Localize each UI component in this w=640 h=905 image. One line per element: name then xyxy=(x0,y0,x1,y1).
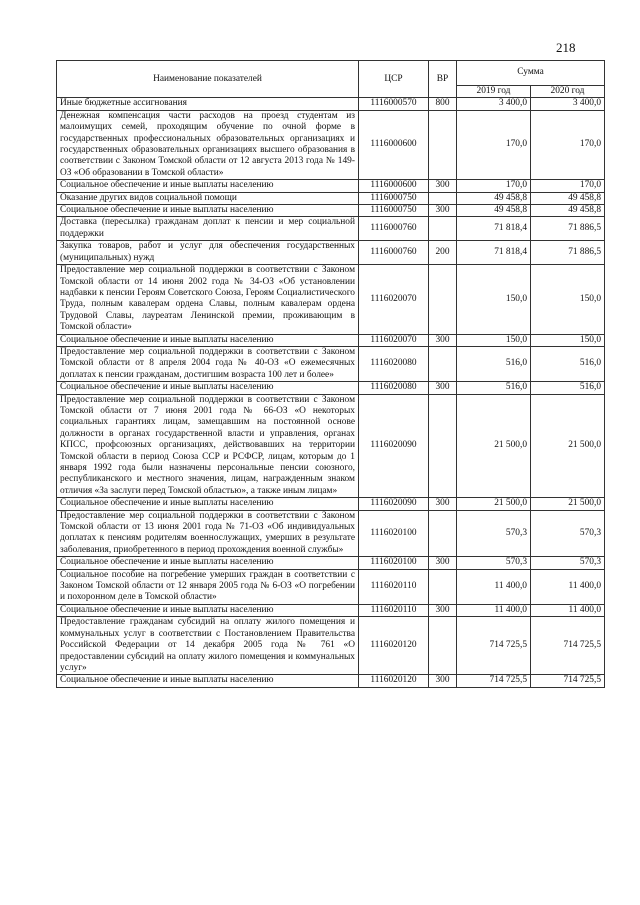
row-sum-2019: 11 400,0 xyxy=(457,604,531,616)
row-sum-2020: 71 886,5 xyxy=(531,217,605,241)
row-name: Предоставление мер социальной поддержки в соответствии с Законом Томской области от 14 июня 2002 года № 34-ОЗ «Об установлении надбавки к пенсии Героям Советского Союза, Героям Социалистического Труда, полным кавалерам ордена Славы, полным кавалерам ордена Трудовой Славы, лауреатам Ленинской премии, проживающим в Томской области» xyxy=(57,265,359,334)
row-csr: 1116000750 xyxy=(359,205,429,217)
row-sum-2020: 49 458,8 xyxy=(531,192,605,204)
row-csr: 1116020090 xyxy=(359,394,429,498)
row-sum-2020: 150,0 xyxy=(531,334,605,346)
row-vr: 300 xyxy=(429,557,457,569)
row-csr: 1116020080 xyxy=(359,346,429,381)
row-name: Социальное обеспечение и иные выплаты населению xyxy=(57,675,359,687)
row-vr xyxy=(429,510,457,557)
table-row xyxy=(57,334,605,346)
row-vr xyxy=(429,394,457,498)
row-name: Социальное обеспечение и иные выплаты населению xyxy=(57,334,359,346)
row-vr: 300 xyxy=(429,675,457,687)
table-row xyxy=(57,110,605,179)
row-name: Социальное обеспечение и иные выплаты населению xyxy=(57,382,359,394)
row-csr: 1116020070 xyxy=(359,265,429,334)
row-name: Закупка товаров, работ и услуг для обеспечения государственных (муниципальных) нужд xyxy=(57,241,359,265)
row-csr: 1116000760 xyxy=(359,217,429,241)
row-vr: 300 xyxy=(429,334,457,346)
row-sum-2019: 714 725,5 xyxy=(457,617,531,675)
row-sum-2019: 170,0 xyxy=(457,180,531,192)
row-csr: 1116020120 xyxy=(359,675,429,687)
row-sum-2020: 49 458,8 xyxy=(531,205,605,217)
table-row xyxy=(57,265,605,334)
row-sum-2019: 11 400,0 xyxy=(457,569,531,604)
page-number: 218 xyxy=(556,40,576,55)
row-sum-2019: 516,0 xyxy=(457,346,531,381)
row-name: Доставка (пересылка) гражданам доплат к пенсии и мер социальной поддержки xyxy=(57,217,359,241)
row-name: Предоставление гражданам субсидий на оплату жилого помещения и коммунальных услуг в соответствии с Постановлением Правительства Российской Федерации от 14 декабря 2005 года № 761 «О предоставлении субсидий на оплату жилого помещения и коммунальных услуг» xyxy=(57,617,359,675)
row-name: Денежная компенсация части расходов на проезд студентам из малоимущих семей, проходящим обучение по очной форме в государственных профессиональных образовательных организациях и государственных образовательных организациях высшего образования в соответствии с Законом Томской области от 12 августа 2013 года № 149-ОЗ «Об образовании в Томской области» xyxy=(57,110,359,179)
row-sum-2020: 170,0 xyxy=(531,110,605,179)
row-vr: 300 xyxy=(429,498,457,510)
row-vr: 300 xyxy=(429,382,457,394)
table-row xyxy=(57,217,605,241)
row-csr: 1116020110 xyxy=(359,604,429,616)
row-sum-2020: 570,3 xyxy=(531,510,605,557)
row-sum-2019: 150,0 xyxy=(457,265,531,334)
row-vr: 300 xyxy=(429,604,457,616)
row-csr: 1116020080 xyxy=(359,382,429,394)
table-row xyxy=(57,382,605,394)
row-sum-2020: 3 400,0 xyxy=(531,98,605,110)
row-vr: 300 xyxy=(429,180,457,192)
row-name: Иные бюджетные ассигнования xyxy=(57,98,359,110)
row-vr: 300 xyxy=(429,205,457,217)
row-sum-2019: 49 458,8 xyxy=(457,205,531,217)
row-sum-2019: 21 500,0 xyxy=(457,394,531,498)
row-sum-2020: 71 886,5 xyxy=(531,241,605,265)
header-name: Наименование показателей xyxy=(57,61,359,98)
header-sum: Сумма xyxy=(457,61,605,86)
row-csr: 1116020120 xyxy=(359,617,429,675)
row-sum-2020: 21 500,0 xyxy=(531,394,605,498)
row-csr: 1116000570 xyxy=(359,98,429,110)
row-sum-2020: 714 725,5 xyxy=(531,617,605,675)
row-name: Предоставление мер социальной поддержки в соответствии с Законом Томской области от 13 июня 2001 года № 71-ОЗ «Об индивидуальных доплатах к пенсиям родителям военнослужащих, умерших в результате заболевания, приобретенного в период прохождения военной службы» xyxy=(57,510,359,557)
row-vr xyxy=(429,192,457,204)
row-name: Социальное обеспечение и иные выплаты населению xyxy=(57,557,359,569)
header-vr: ВР xyxy=(429,61,457,98)
row-vr xyxy=(429,569,457,604)
row-csr: 1116020090 xyxy=(359,498,429,510)
table-row xyxy=(57,192,605,204)
row-name: Социальное обеспечение и иные выплаты населению xyxy=(57,498,359,510)
table-row xyxy=(57,98,605,110)
row-name: Предоставление мер социальной поддержки в соответствии с Законом Томской области от 7 июня 2001 года № 66-ОЗ «О некоторых социальных гарантиях лицам, замещавшим на постоянной основе должности в органах государственной власти и управления, органах КПСС, профсоюзных организациях, действовавших на территории Томской области в период Союза ССР и РСФСР, лицам, которым до 1 января 1992 года были назначены персональные пенсии союзного, республиканского и местного значения, лицам, награжденным знаком отличия «За заслуги перед Томской областью», а также иным лицам» xyxy=(57,394,359,498)
table-row xyxy=(57,241,605,265)
row-sum-2020: 714 725,5 xyxy=(531,675,605,687)
row-sum-2019: 49 458,8 xyxy=(457,192,531,204)
header-year-2020: 2020 год xyxy=(531,86,605,98)
row-vr: 800 xyxy=(429,98,457,110)
row-sum-2020: 570,3 xyxy=(531,557,605,569)
row-csr: 1116020070 xyxy=(359,334,429,346)
row-csr: 1116000600 xyxy=(359,180,429,192)
table-row xyxy=(57,569,605,604)
row-sum-2019: 170,0 xyxy=(457,110,531,179)
table-row xyxy=(57,180,605,192)
row-name: Социальное пособие на погребение умерших граждан в соответствии с Законом Томской области от 12 января 2005 года № 6-ОЗ «О погребении и похоронном деле в Томской области» xyxy=(57,569,359,604)
table-row xyxy=(57,394,605,498)
table-row xyxy=(57,675,605,687)
row-vr xyxy=(429,265,457,334)
row-csr: 1116020110 xyxy=(359,569,429,604)
row-sum-2019: 570,3 xyxy=(457,557,531,569)
table-row xyxy=(57,205,605,217)
table-row xyxy=(57,510,605,557)
row-sum-2019: 150,0 xyxy=(457,334,531,346)
header-csr: ЦСР xyxy=(359,61,429,98)
row-csr: 1116000750 xyxy=(359,192,429,204)
row-sum-2020: 150,0 xyxy=(531,265,605,334)
row-name: Социальное обеспечение и иные выплаты населению xyxy=(57,205,359,217)
row-name: Социальное обеспечение и иные выплаты населению xyxy=(57,604,359,616)
row-sum-2020: 170,0 xyxy=(531,180,605,192)
row-sum-2019: 21 500,0 xyxy=(457,498,531,510)
row-sum-2020: 21 500,0 xyxy=(531,498,605,510)
row-sum-2020: 11 400,0 xyxy=(531,569,605,604)
row-vr xyxy=(429,617,457,675)
row-csr: 1116000600 xyxy=(359,110,429,179)
row-csr: 1116020100 xyxy=(359,510,429,557)
row-sum-2019: 71 818,4 xyxy=(457,217,531,241)
table-row xyxy=(57,604,605,616)
header-year-2019: 2019 год xyxy=(457,86,531,98)
table-row xyxy=(57,498,605,510)
row-sum-2019: 3 400,0 xyxy=(457,98,531,110)
row-sum-2019: 570,3 xyxy=(457,510,531,557)
row-sum-2019: 714 725,5 xyxy=(457,675,531,687)
row-csr: 1116020100 xyxy=(359,557,429,569)
row-vr: 200 xyxy=(429,241,457,265)
table-row xyxy=(57,617,605,675)
budget-table xyxy=(56,60,605,688)
row-sum-2019: 516,0 xyxy=(457,382,531,394)
row-sum-2020: 516,0 xyxy=(531,382,605,394)
row-csr: 1116000760 xyxy=(359,241,429,265)
row-sum-2020: 516,0 xyxy=(531,346,605,381)
table-row xyxy=(57,557,605,569)
row-name: Предоставление мер социальной поддержки в соответствии с Законом Томской области от 8 апреля 2004 года № 40-ОЗ «О ежемесячных доплатах к пенсии гражданам, достигшим возраста 100 лет и более» xyxy=(57,346,359,381)
table-row xyxy=(57,346,605,381)
row-vr xyxy=(429,110,457,179)
row-sum-2019: 71 818,4 xyxy=(457,241,531,265)
row-vr xyxy=(429,346,457,381)
row-vr xyxy=(429,217,457,241)
row-name: Оказание других видов социальной помощи xyxy=(57,192,359,204)
row-sum-2020: 11 400,0 xyxy=(531,604,605,616)
row-name: Социальное обеспечение и иные выплаты населению xyxy=(57,180,359,192)
